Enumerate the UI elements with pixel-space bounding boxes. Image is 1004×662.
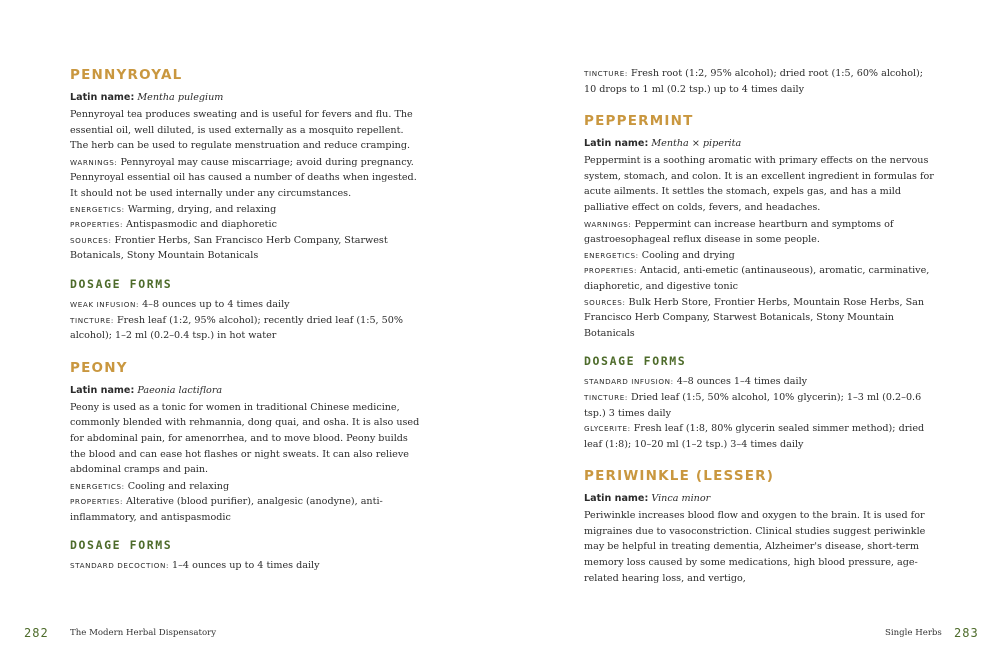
herb-entry-periwinkle <box>584 467 936 586</box>
field-label: PROPERTIES: <box>584 266 637 276</box>
field-label: SOURCES: <box>584 297 626 307</box>
herb-entry-peony <box>70 359 422 574</box>
latin-name <box>584 491 936 506</box>
dosage-tincture <box>70 313 422 344</box>
herb-title: PERIWINKLE (LESSER) <box>584 468 775 485</box>
dosage-text: Fresh leaf (1:2, 95% alcohol); recently dried leaf (1:5, 50% alcohol); 1–2 ml (0.2–0.4 tsp.) in hot water <box>70 314 403 342</box>
field-sources <box>70 233 422 264</box>
field-text: Bulk Herb Store, Frontier Herbs, Mountain Rose Herbs, San Francisco Herb Company, Starwest Botanicals, Stony Mountain Botanicals <box>584 296 925 339</box>
dosage-text: Fresh root (1:2, 95% alcohol); dried root (1:5, 60% alcohol); 10 drops to 1 ml (0.2 tsp.) up to 4 times daily <box>584 68 924 95</box>
dosage-tincture <box>584 66 936 97</box>
field-text: Peppermint can increase heartburn and symptoms of gastroesophageal reflux disease in some people. <box>584 218 894 246</box>
field-label: SOURCES: <box>70 235 112 245</box>
dosage-tincture <box>584 390 936 421</box>
page-number: 283 <box>954 626 979 640</box>
dosage-weak-infusion <box>70 297 422 313</box>
field-text: Warming, drying, and relaxing <box>127 203 277 215</box>
dosage-text: 4–8 ounces up to 4 times daily <box>142 298 290 310</box>
latin-name <box>584 136 936 151</box>
dosage-label: STANDARD DECOCTION: <box>70 561 169 571</box>
dosage-label: TINCTURE: <box>70 315 114 325</box>
dosage-text: 4–8 ounces 1–4 times daily <box>676 376 808 388</box>
field-properties <box>70 217 422 233</box>
herb-entry-pennyroyal <box>70 66 422 344</box>
field-text: Antispasmodic and diaphoretic <box>126 219 277 231</box>
dosage-text: 1–4 ounces up to 4 times daily <box>172 560 320 572</box>
right-page <box>502 0 1004 662</box>
field-text: Cooling and drying <box>641 249 735 261</box>
right-column <box>584 66 936 601</box>
field-label: ENERGETICS: <box>584 250 639 260</box>
field-text: Cooling and relaxing <box>127 480 230 492</box>
dosage-forms-heading: DOSAGE FORMS <box>70 276 173 291</box>
field-label: PROPERTIES: <box>70 497 123 507</box>
field-sources <box>584 295 936 342</box>
latin-name <box>70 383 422 398</box>
field-text: Antacid, anti-emetic (antinauseous), aromatic, carminative, diaphoretic, and digestive tonic <box>584 265 930 292</box>
herb-title: PEONY <box>70 359 128 376</box>
latin-value: Mentha pulegium <box>137 92 224 103</box>
field-text: Alterative (blood purifier), analgesic (anodyne), anti-inflammatory, and antispasmodic <box>70 496 383 523</box>
field-warnings <box>584 217 936 248</box>
field-text: Frontier Herbs, San Francisco Herb Company, Starwest Botanicals, Stony Mountain Botanicals <box>70 234 388 262</box>
herb-description: Periwinkle increases blood flow and oxygen to the brain. It is used for migraines due to vasoconstriction. Clinical studies suggest periwinkle may be helpful in treating dementia, Alzheimer's disease, short-term memory loss caused by some medications, high blood pressure, age-related hearing loss, and vertigo, <box>584 510 926 584</box>
dosage-label: TINCTURE: <box>584 69 628 78</box>
herb-title: PENNYROYAL <box>70 67 183 83</box>
dosage-label: TINCTURE: <box>584 392 628 402</box>
herb-description: Pennyroyal tea produces sweating and is useful for fevers and flu. The essential oil, well diluted, is used externally as a mosquito repellent. The herb can be used to regulate menstruation and reduce cramping. <box>70 109 413 152</box>
field-properties <box>70 494 422 525</box>
latin-label: Latin name: <box>584 138 649 150</box>
field-label: ENERGETICS: <box>70 481 125 491</box>
latin-name <box>70 90 422 105</box>
latin-value: Vinca minor <box>651 493 711 505</box>
dosage-standard-infusion <box>584 374 936 390</box>
dosage-text: Dried leaf (1:5, 50% alcohol, 10% glycerin); 1–3 ml (0.2–0.6 tsp.) 3 times daily <box>584 391 922 419</box>
field-label: WARNINGS: <box>70 157 118 167</box>
dosage-label: GLYCERITE: <box>584 424 631 434</box>
latin-label: Latin name: <box>584 493 649 505</box>
left-column <box>70 66 422 589</box>
latin-label: Latin name: <box>70 384 135 396</box>
latin-value: Mentha × piperita <box>651 138 742 150</box>
field-warnings <box>70 155 422 202</box>
page-number: 282 <box>24 626 49 640</box>
herb-description: Peony is used as a tonic for women in traditional Chinese medicine, commonly blended with rehmannia, dong quai, and osha. It is also used for abdominal pain, for amenorrhea, and to move blood. Peony builds the blood and can ease hot flashes or night sweats. It can also relieve abdominal cramps and pain. <box>70 401 420 476</box>
latin-label: Latin name: <box>70 92 135 103</box>
dosage-label: WEAK INFUSION: <box>70 299 139 309</box>
dosage-text: Fresh leaf (1:8, 80% glycerin sealed simmer method); dried leaf (1:8); 10–20 ml (1–2 tsp.) 3–4 times daily <box>584 423 925 450</box>
carryover-entry <box>584 66 936 97</box>
field-properties <box>584 263 936 294</box>
field-energetics <box>70 202 422 218</box>
field-text: Pennyroyal may cause miscarriage; avoid during pregnancy. Pennyroyal essential oil has caused a number of deaths when ingested. It should not be used internally under any circumstances. <box>70 156 417 199</box>
running-head: Single Herbs <box>885 628 942 638</box>
herb-title: PEPPERMINT <box>584 113 694 130</box>
dosage-label: STANDARD INFUSION: <box>584 377 674 387</box>
field-energetics <box>70 479 422 495</box>
herb-description: Peppermint is a soothing aromatic with primary effects on the nervous system, stomach, and colon. It is an excellent ingredient in formulas for acute ailments. It settles the stomach, expels gas, and has a mild palliative effect on colds, fevers, and headaches. <box>584 155 934 213</box>
dosage-forms-heading: DOSAGE FORMS <box>70 538 173 553</box>
field-label: ENERGETICS: <box>70 204 125 214</box>
field-label: PROPERTIES: <box>70 220 123 230</box>
dosage-forms-heading: DOSAGE FORMS <box>584 354 687 369</box>
field-energetics <box>584 248 936 264</box>
latin-value: Paeonia lactiflora <box>137 384 223 396</box>
running-head: The Modern Herbal Dispensatory <box>70 628 217 638</box>
field-label: WARNINGS: <box>584 219 632 229</box>
dosage-glycerite <box>584 421 936 452</box>
herb-entry-peppermint <box>584 112 936 452</box>
dosage-standard-decoction <box>70 558 422 574</box>
